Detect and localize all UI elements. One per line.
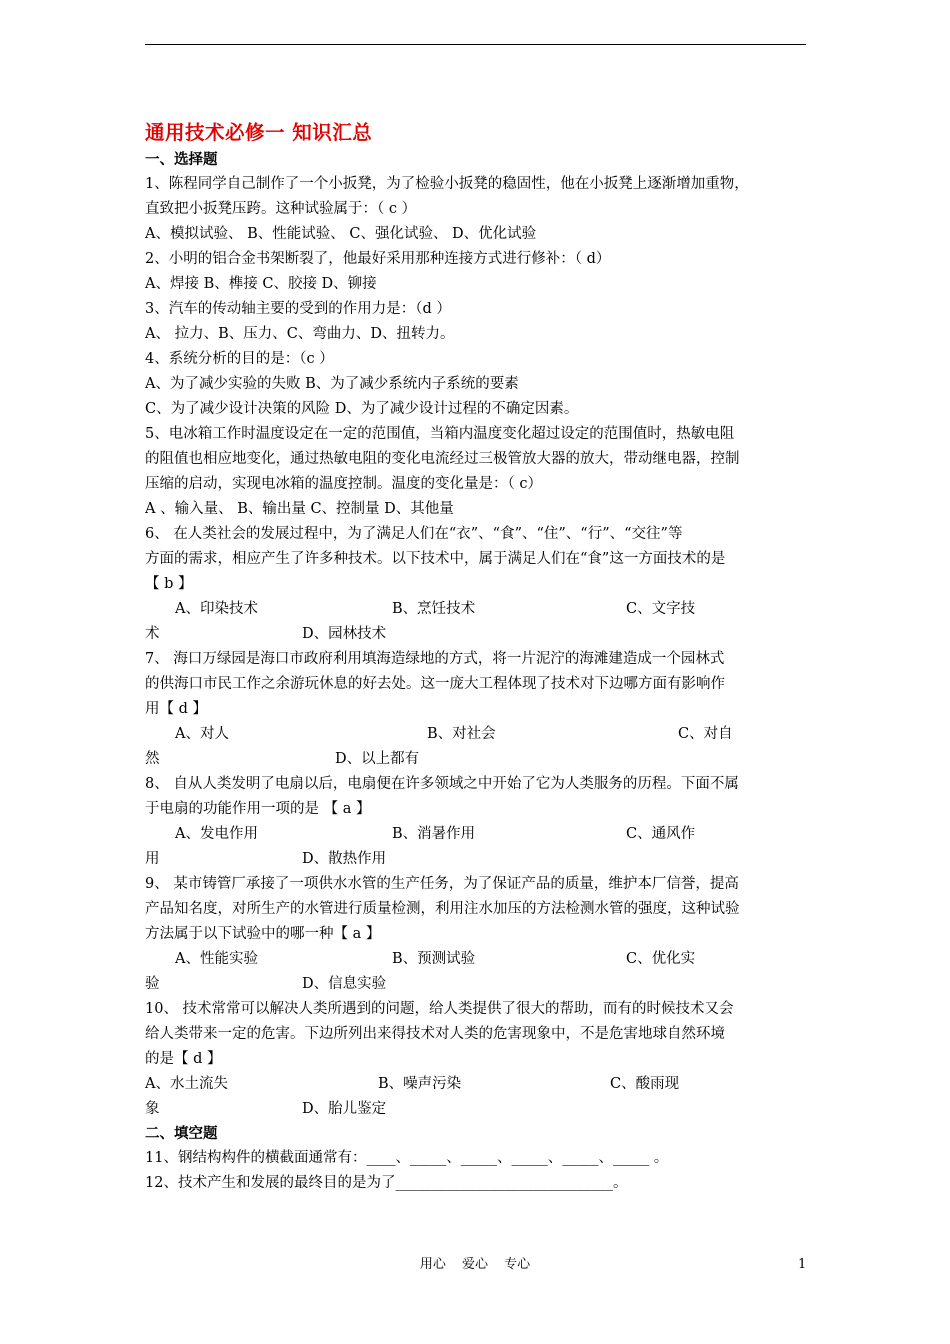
question-12: 12、技术产生和发展的最终目的是为了______________________________。 — [145, 1175, 628, 1191]
option-d: D、以上都有 — [335, 751, 420, 767]
question-options: A、为了减少实验的失败 B、为了减少系统内子系统的要素 — [145, 376, 519, 392]
question-options — [145, 622, 806, 647]
question-line: 用【 d 】 — [145, 701, 207, 717]
question-options — [145, 1072, 806, 1097]
option-d: D、园林技术 — [302, 626, 387, 642]
option-b: B、预测试验 — [392, 951, 476, 967]
page-number: 1 — [798, 1257, 807, 1272]
question-10 — [145, 997, 806, 1122]
option-a: A、对人 — [175, 726, 229, 742]
question-options — [145, 947, 806, 972]
question-4 — [145, 347, 806, 422]
page-footer — [0, 1255, 950, 1275]
question-8 — [145, 772, 806, 872]
document-title: 通用技术必修一 知识汇总 — [145, 121, 373, 144]
question-options: A 、输入量、 B、输出量 C、控制量 D、其他量 — [145, 501, 454, 517]
question-options: A、 拉力、B、压力、C、弯曲力、D、扭转力。 — [145, 326, 455, 342]
question-line: 10、 技术常常可以解决人类所遇到的问题，给人类提供了很大的帮助，而有的时候技术又会 — [145, 1001, 734, 1017]
option-c-wrap: 象 — [145, 1101, 160, 1117]
question-line: 压缩的启动，实现电冰箱的温度控制。温度的变化量是：（ c） — [145, 476, 542, 492]
option-c-wrap: 然 — [145, 751, 160, 767]
section-heading-choice: 一、选择题 — [145, 151, 218, 168]
option-c: C、通风作 — [626, 826, 696, 842]
option-a: A、发电作用 — [175, 826, 258, 842]
question-7 — [145, 647, 806, 772]
option-c: C、文字技 — [626, 601, 696, 617]
question-line: 7、 海口万绿园是海口市政府利用填海造绿地的方式，将一片泥泞的海滩建造成一个园林式 — [145, 651, 725, 667]
option-d: D、散热作用 — [302, 851, 387, 867]
option-b: B、消暑作用 — [392, 826, 476, 842]
question-options — [145, 1097, 806, 1122]
question-line: 的供海口市民工作之余游玩休息的好去处。这一庞大工程体现了技术对下边哪方面有影响作 — [145, 676, 725, 692]
question-line: 直致把小扳凳压跨。这种试验属于：（ c ） — [145, 201, 417, 217]
option-c-wrap: 术 — [145, 626, 160, 642]
header-rule — [145, 44, 806, 45]
question-options: C、为了减少设计决策的风险 D、为了减少设计过程的不确定因素。 — [145, 401, 579, 417]
question-6 — [145, 522, 806, 647]
option-c: C、对自 — [678, 726, 733, 742]
question-line: 方面的需求，相应产生了许多种技术。以下技术中，属于满足人们在“食”这一方面技术的是 — [145, 551, 726, 567]
question-options — [145, 822, 806, 847]
question-line: 5、电冰箱工作时温度设定在一定的范围值，当箱内温度变化超过设定的范围值时，热敏电阻 — [145, 426, 735, 442]
question-9 — [145, 872, 806, 997]
option-d: D、胎儿鉴定 — [302, 1101, 387, 1117]
option-a: A、性能实验 — [175, 951, 258, 967]
option-b: B、烹饪技术 — [392, 601, 476, 617]
question-3 — [145, 297, 806, 347]
question-options — [145, 747, 806, 772]
option-d: D、信息实验 — [302, 976, 387, 992]
section-heading-fill: 二、填空题 — [145, 1125, 218, 1142]
option-c-wrap: 验 — [145, 976, 160, 992]
question-line: 3、汽车的传动轴主要的受到的作用力是：（d ） — [145, 301, 451, 317]
footer-slogan: 用心 爱心 专心 — [419, 1257, 531, 1272]
option-c: C、优化实 — [626, 951, 696, 967]
question-options — [145, 847, 806, 872]
question-11: 11、钢结构构件的横截面通常有：____、_____、_____、_____、_____、_____ 。 — [145, 1150, 669, 1166]
question-line: 【 b 】 — [145, 576, 193, 592]
question-line: 于电扇的功能作用一项的是 【 a 】 — [145, 801, 371, 817]
question-1 — [145, 172, 806, 247]
question-options — [145, 597, 806, 622]
document-content — [145, 118, 806, 1196]
question-line: 4、系统分析的目的是：（c ） — [145, 351, 334, 367]
question-line: 的阻值也相应地变化，通过热敏电阻的变化电流经过三极管放大器的放大，带动继电器，控制 — [145, 451, 740, 467]
question-5 — [145, 422, 806, 522]
question-options — [145, 722, 806, 747]
question-line: 产品知名度，对所生产的水管进行质量检测，利用注水加压的方法检测水管的强度，这种试验 — [145, 901, 740, 917]
option-b: B、噪声污染 — [378, 1076, 462, 1092]
option-b: B、对社会 — [427, 726, 496, 742]
question-line: 6、 在人类社会的发展过程中，为了满足人们在“衣”、“食”、“住”、“行”、“交往”等 — [145, 526, 683, 542]
question-options — [145, 972, 806, 997]
question-line: 方法属于以下试验中的哪一种【 a 】 — [145, 926, 381, 942]
question-line: 2、小明的铝合金书架断裂了，他最好采用那种连接方式进行修补：（ d） — [145, 251, 611, 267]
question-options: A、焊接 B、榫接 C、胶接 D、铆接 — [145, 276, 377, 292]
question-line: 8、 自从人类发明了电扇以后，电扇便在许多领域之中开始了它为人类服务的历程。下面不属 — [145, 776, 739, 792]
question-line: 9、 某市铸管厂承接了一项供水水管的生产任务，为了保证产品的质量，维护本厂信誉，提高 — [145, 876, 739, 892]
option-a: A、水土流失 — [145, 1076, 228, 1092]
option-c-wrap: 用 — [145, 851, 160, 867]
question-line: 1、陈程同学自己制作了一个小扳凳，为了检验小扳凳的稳固性，他在小扳凳上逐渐增加重物， — [145, 176, 749, 192]
question-2 — [145, 247, 806, 297]
option-c: C、酸雨现 — [610, 1076, 680, 1092]
question-line: 的是【 d 】 — [145, 1051, 222, 1067]
question-options: A、模拟试验、 B、性能试验、 C、强化试验、 D、优化试验 — [145, 226, 537, 242]
question-line: 给人类带来一定的危害。下边所列出来得技术对人类的危害现象中，不是危害地球自然环境 — [145, 1026, 725, 1042]
option-a: A、印染技术 — [175, 601, 258, 617]
